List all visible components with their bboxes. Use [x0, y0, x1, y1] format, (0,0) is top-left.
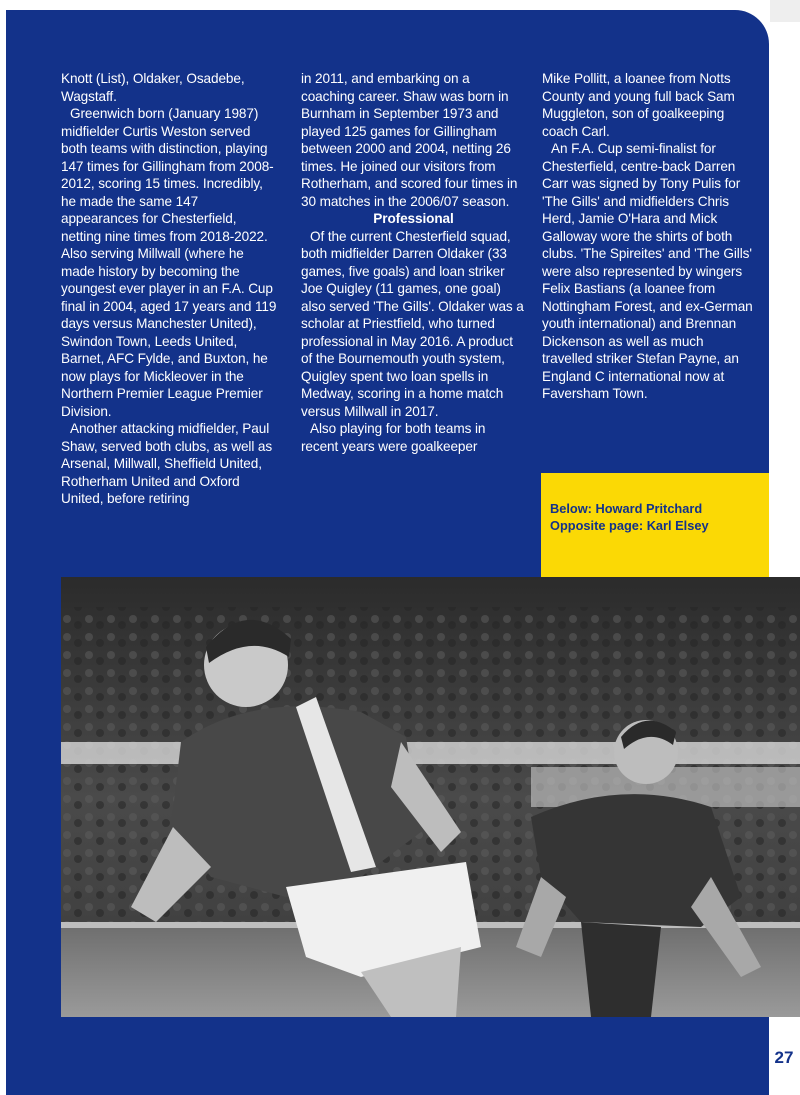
section-subheading: Professional	[373, 211, 454, 226]
caption-line-1: Below: Howard Pritchard	[550, 501, 703, 516]
column-1-paragraph-3: Another attacking midfielder, Paul Shaw, served both clubs, as well as Arsenal, Millwall, Sheffield United, Rotherham United and Oxford United, before retiring	[61, 421, 273, 506]
column-1-paragraph-1: Knott (List), Oldaker, Osadebe, Wagstaff.	[61, 71, 245, 104]
article-column-1	[61, 70, 279, 508]
caption-line-2: Opposite page: Karl Elsey	[550, 518, 709, 533]
article-column-2	[301, 70, 526, 455]
photo-caption-box	[541, 473, 769, 577]
match-photo-illustration	[61, 577, 800, 1017]
column-2-paragraph-1: in 2011, and embarking on a coaching career. Shaw was born in Burnham in September 1973 and played 125 games for Gillingham between 2000 and 2004, netting 26 times. He joined our visitors from Rotherham, and scored four times in 30 matches in the 2006/07 season.	[301, 71, 518, 209]
column-3-paragraph-1: Mike Pollitt, a loanee from Notts County and young full back Sam Muggleton, son of goalkeeping coach Carl.	[542, 71, 735, 139]
column-1-paragraph-2: Greenwich born (January 1987) midfielder Curtis Weston served both teams with distinction, playing 147 times for Gillingham from 2008-2012, scoring 15 times. Incredibly, he made the same 147 appearances for Chesterfield, netting nine times from 2018-2022. Also serving Millwall (where he made history by becoming the youngest ever player in an F.A. Cup final in 2004, aged 17 years and 119 days versus Manchester United), Swindon Town, Leeds United, Barnet, AFC Fylde, and Buxton, he now plays for Mickleover in the Northern Premier League Premier Division.	[61, 106, 277, 419]
match-photo	[61, 577, 800, 1017]
column-2-paragraph-2: Of the current Chesterfield squad, both midfielder Darren Oldaker (33 games, five goals) and loan striker Joe Quigley (11 games, one goal) also served 'The Gills'. Oldaker was a scholar at Priestfield, who turned professional in May 2016. A product of the Bournemouth youth system, Quigley spent two loan spells in Medway, scoring in a home match versus Millwall in 2017.	[301, 228, 524, 419]
column-2-paragraph-3: Also playing for both teams in recent years were goalkeeper	[301, 421, 486, 454]
column-3-paragraph-2: An F.A. Cup semi-finalist for Chesterfield, centre-back Darren Carr was signed by Tony Pulis for 'The Gills' and midfielders Chris Herd, Jamie O'Hara and Mick Galloway wore the shirts of both clubs. 'The Spireites' and 'The Gills' were also represented by wingers Felix Bastians (a loanee from Nottingham Forest, and ex-German youth international) and Brennan Dickenson as well as much travelled striker Stefan Payne, an England C international now at Faversham Town.	[542, 141, 753, 401]
page-corner-tab	[770, 0, 800, 22]
article-column-3	[542, 70, 754, 403]
page-number: 27	[774, 1048, 794, 1067]
